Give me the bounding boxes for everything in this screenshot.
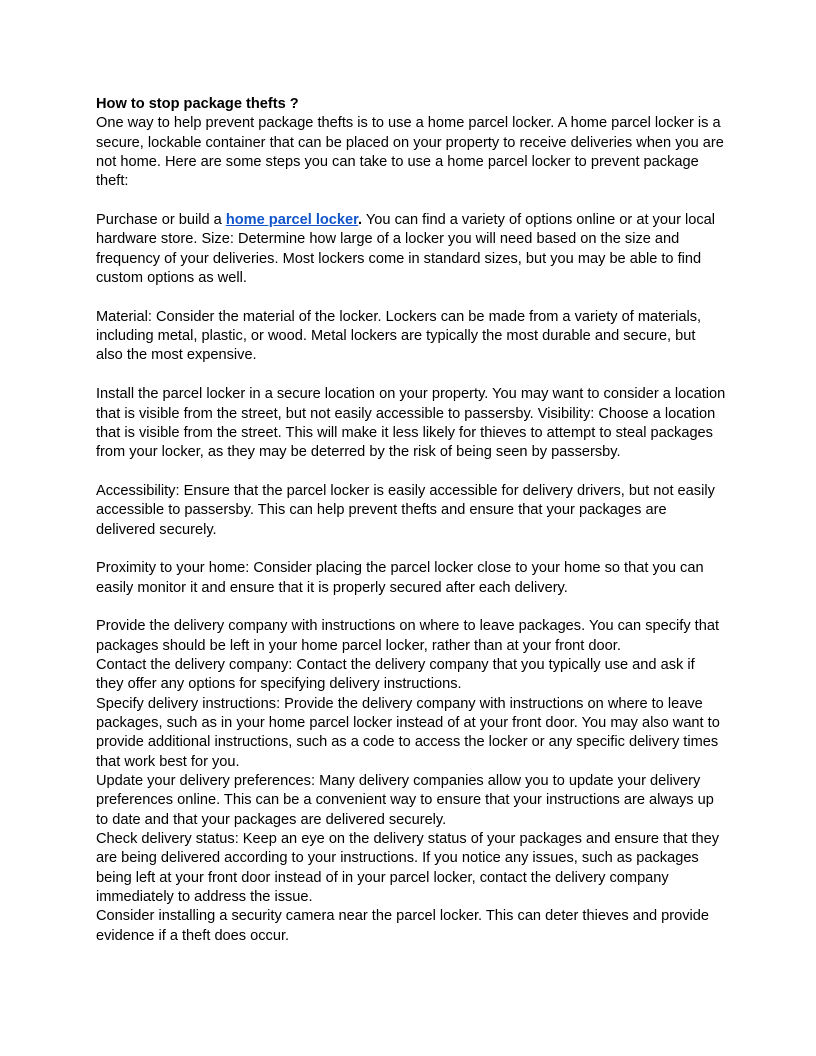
contact-company-paragraph: Contact the delivery company: Contact the delivery company that you typically use and ask if they offer any options for specifying delivery instructions. <box>96 656 695 693</box>
update-preferences-paragraph: Update your delivery preferences: Many delivery companies allow you to update your delivery preferences online. This can be a convenient way to ensure that your instructions are always up to date and that your packages are delivered securely. <box>96 773 714 828</box>
provide-instructions-paragraph: Provide the delivery company with instructions on where to leave packages. You can specify that packages should be left in your home parcel locker, rather than at your front door. <box>96 618 720 654</box>
specify-instructions-paragraph: Specify delivery instructions: Provide the delivery company with instructions on where to leave packages, such as in your home parcel locker instead of at your front door. You may also want to provide additional instructions, such as a code to access the locker or any specific delivery times that work best for you. <box>96 695 720 770</box>
home-parcel-locker-link[interactable]: home parcel locker <box>225 212 359 229</box>
paragraph-gap <box>96 288 726 307</box>
check-status-paragraph: Check delivery status: Keep an eye on the delivery status of your packages and ensure that they are being delivered according to your instructions. If you notice any issues, such as packages being left at your front door instead of in your parcel locker, contact the delivery company immediately to address the issue. <box>96 831 720 906</box>
paragraph-gap <box>96 366 726 385</box>
purchase-text-before: Purchase or build a <box>96 212 226 229</box>
intro-paragraph: One way to help prevent package thefts is to use a home parcel locker. A home parcel locker is a secure, lockable container that can be placed on your property to receive deliveries when you are not home. Here are some steps you can take to use a home parcel locker to prevent package theft: <box>96 115 724 190</box>
security-camera-paragraph: Consider installing a security camera near the parcel locker. This can deter thieves and provide evidence if a theft does occur. <box>96 908 709 944</box>
paragraph-gap <box>96 598 726 617</box>
purchase-link-period: . <box>358 212 363 229</box>
install-paragraph: Install the parcel locker in a secure location on your property. You may want to consider a location that is visible from the street, but not easily accessible to passersby. Visibility: Choose a location that is visible from the street. This will make it less likely for thieves to attempt to steal packages from your locker, as they may be deterred by the risk of being seen by passersby. <box>96 386 726 461</box>
purchase-paragraph <box>96 211 726 288</box>
document-page <box>96 95 726 946</box>
paragraph-gap <box>96 192 726 211</box>
material-paragraph: Material: Consider the material of the locker. Lockers can be made from a variety of materials, including metal, plastic, or wood. Metal lockers are typically the most durable and secure, but also the most expensive. <box>96 308 702 364</box>
proximity-paragraph: Proximity to your home: Consider placing the parcel locker close to your home so that you can easily monitor it and ensure that it is properly secured after each delivery. <box>96 560 704 596</box>
document-title: How to stop package thefts ? <box>96 96 299 112</box>
paragraph-gap <box>96 463 726 482</box>
purchase-text-after: You can find a variety of options online or at your local hardware store. Size: Determine how large of a locker you will need based on the size and frequency of your deliveries. Most lockers come in standard sizes, but you may be able to find custom options as well. <box>96 212 716 287</box>
paragraph-gap <box>96 540 726 559</box>
accessibility-paragraph: Accessibility: Ensure that the parcel locker is easily accessible for delivery drivers, but not easily accessible to passersby. This can help prevent thefts and ensure that your packages are delivered securely. <box>96 482 715 538</box>
